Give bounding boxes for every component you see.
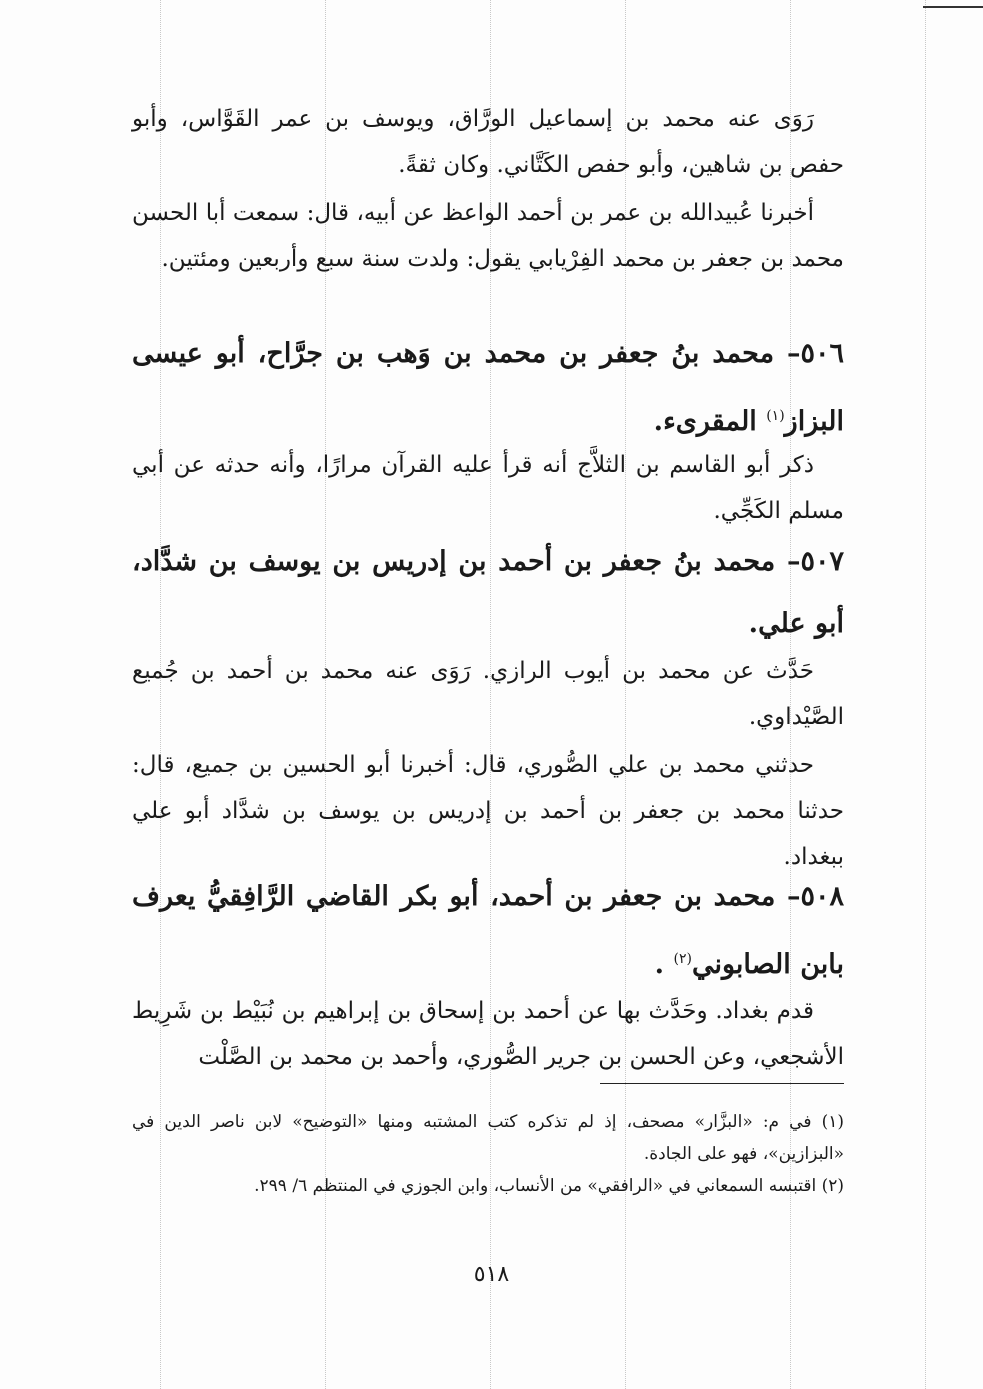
entry-506-heading (132, 323, 844, 453)
entry-title: ٥٠٨– محمد بن جعفر بن أحمد، أبو بكر القاضي الرَّافِقيُّ يعرف بابن الصابوني (132, 881, 844, 980)
paragraph-quran (132, 442, 844, 534)
paragraph-text: ذكر أبو القاسم بن الثلاَّج أنه قرأ عليه القرآن مرارًا، وأنه حدثه عن أبي مسلم الكَجِّي. (132, 452, 844, 524)
entry-title-tail: المقرىء. (653, 406, 767, 437)
paragraph-text: أخبرنا عُبيدالله بن عمر بن أحمد الواعظ عن أبيه، قال: سمعت أبا الحسن محمد بن جعفر بن محمد الفِرْيابي يقول: ولدت سنة سبع وأربعين ومئتين. (132, 200, 844, 272)
paragraph-narrators (132, 96, 844, 188)
footnote-2: (٢) اقتبسه السمعاني في «الرافقي» من الأنساب، وابن الجوزي في المنتظم ٦/ ٢٩٩. (254, 1176, 844, 1196)
footnote-marker: (٢) (673, 951, 692, 967)
page-number: ٥١٨ (473, 1262, 510, 1287)
paragraph-birth (132, 190, 844, 282)
entry-507-heading (132, 531, 844, 655)
paragraph-isnad (132, 742, 844, 880)
paragraph-text: حدثني محمد بن علي الصُّوري، قال: أخبرنا أبو الحسين بن جميع، قال: حدثنا محمد بن جعفر بن أحمد بن إدريس بن يوسف بن شدَّاد أبو علي ببغداد. (132, 752, 844, 870)
entry-title: ٥٠٦– محمد بنُ جعفر بن محمد بن وَهب بن جرَّاح، أبو عيسى البزاز (132, 338, 844, 437)
footnote-1: (١) في م: «البزَّار» مصحف، إذ لم تذكره كتب المشتبه ومنها «التوضيح» لابن ناصر الدين في «البزازين»، فهو على الجادة. (132, 1112, 844, 1164)
footnote-divider (600, 1083, 844, 1084)
entry-508-heading (132, 866, 844, 996)
corner-mark (923, 6, 983, 8)
paragraph-text: قدم بغداد. وحَدَّث بها عن أحمد بن إسحاق بن إبراهيم بن نُبَيْط بن شَرِيط الأشجعي، وعن الحسن بن جرير الصُّوري، وأحمد بن محمد بن الصَّلْت (132, 998, 844, 1070)
paragraph-baghdad (132, 988, 844, 1080)
entry-title-tail: . (654, 949, 674, 980)
footnotes (132, 1106, 844, 1202)
footnote-marker: (١) (766, 408, 785, 424)
entry-title: ٥٠٧– محمد بنُ جعفر بن أحمد بن إدريس بن يوسف بن شدَّاد، أبو علي. (132, 546, 844, 639)
paragraph-text: رَوَى عنه محمد بن إسماعيل الورَّاق، ويوسف بن عمر القَوَّاس، وأبو حفص بن شاهين، وأبو حفص الكَتَّاني. وكان ثقةً. (132, 106, 844, 178)
paragraph-hadith (132, 648, 844, 740)
paragraph-text: حَدَّث عن محمد بن أيوب الرازي. رَوَى عنه محمد بن أحمد بن جُميع الصَّيْداوي. (132, 658, 844, 730)
